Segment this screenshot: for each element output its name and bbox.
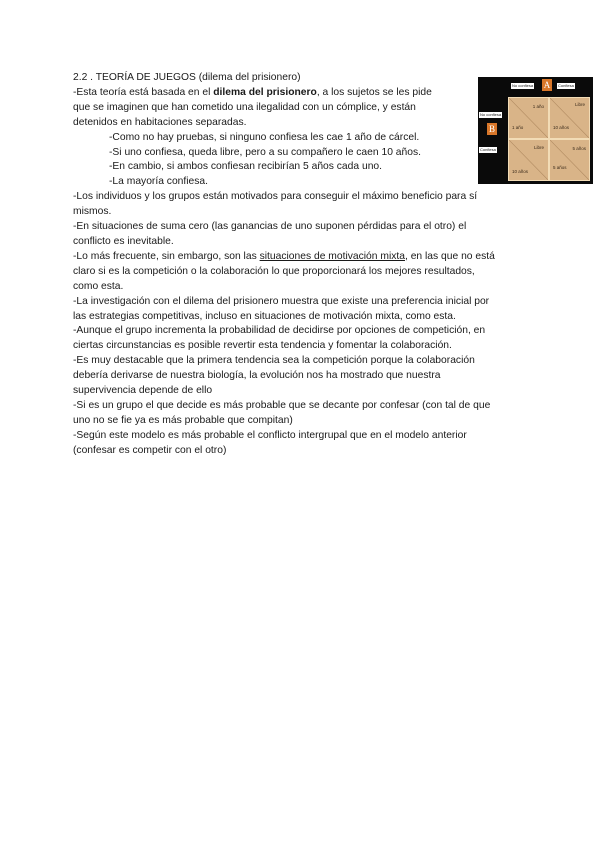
paragraph-line: -Aunque el grupo incrementa la probabilidad de decidirse por opciones de competición, en	[73, 325, 486, 337]
paragraph-line: (confesar es competir con el otro)	[73, 444, 227, 456]
cell-payoff-a: 1 año	[532, 104, 544, 109]
intro-line-1	[73, 86, 533, 101]
cell-payoff-b: 5 años	[553, 165, 567, 170]
paragraph-line: conflicto es inevitable.	[73, 235, 174, 247]
matrix-cell	[508, 139, 549, 181]
cell-payoff-b: 10 años	[512, 169, 529, 174]
document-body	[73, 71, 533, 459]
heading-suffix: (dilema del prisionero)	[195, 72, 301, 83]
section-heading	[73, 71, 533, 86]
paragraph-line: uno no se fie ya es más probable que compitan)	[73, 414, 293, 426]
option-item: -En cambio, si ambos confiesan recibirían 5 años cada uno.	[109, 161, 383, 173]
row-label-no-confiesa: No confiesa	[480, 112, 502, 117]
paragraph-line: supervivencia depende de ello	[73, 385, 213, 397]
heading-prefix: 2.2 . TEORÍA DE JUEGOS	[73, 72, 196, 83]
intro-line-2: que se imaginen que han cometido una ilegalidad con un cómplice, y están	[73, 101, 416, 113]
mixed-before: -Lo más frecuente, sin embargo, son las	[73, 250, 260, 262]
option-item: -Si uno confiesa, queda libre, pero a su compañero le caen 10 años.	[109, 146, 421, 158]
paragraph-line: debería derivarse de nuestra biología, la evolución nos ha mostrado que nuestra	[73, 370, 441, 382]
mixed-underlined-term: situaciones de motivación mixta	[259, 250, 405, 262]
badge-b: B	[488, 124, 495, 134]
paragraph-line: ciertas circunstancias es posible revertir esta tendencia y fomentar la colaboración.	[73, 340, 452, 352]
cell-payoff-a: Libre	[533, 145, 544, 150]
paragraph-line: mismos.	[73, 206, 112, 218]
paragraph-line: -Los individuos y los grupos están motivados para conseguir el máximo beneficio para sí	[73, 191, 478, 203]
row-label-confiesa: Confiesa	[480, 147, 496, 152]
intro-bold-term: dilema del prisionero	[213, 86, 317, 98]
payoff-matrix-figure	[478, 77, 593, 184]
matrix-cell	[508, 97, 549, 139]
col-label-confiesa: Confiesa	[558, 83, 574, 88]
paragraph-line: -Según este modelo es más probable el conflicto intergrupal que en el modelo anterior	[73, 429, 467, 441]
badge-a: A	[543, 80, 551, 90]
matrix-cell	[549, 97, 590, 139]
cell-payoff-a: Libre	[574, 102, 585, 107]
mixed-line-1	[73, 250, 533, 265]
option-item: -Como no hay pruebas, si ninguno confiesa les cae 1 año de cárcel.	[109, 131, 420, 143]
payoff-matrix	[508, 97, 590, 181]
intro-before: -Esta teoría está basada en el	[73, 86, 214, 98]
paragraph-line: las estrategias competitivas, incluso en situaciones de motivación mixta, como esta.	[73, 310, 456, 322]
mixed-line-2: claro si es la competición o la colaboración lo que proporcionará los mejores resultados,	[73, 265, 475, 277]
col-label-no-confiesa: No confiesa	[512, 83, 534, 88]
cell-payoff-b: 10 años	[553, 125, 570, 130]
intro-after: , a los sujetos se les pide	[316, 86, 432, 98]
mixed-line-3: como esta.	[73, 280, 124, 292]
mixed-after: , en las que no está	[404, 250, 495, 262]
intro-line-3: detenidos en habitaciones separadas.	[73, 116, 247, 128]
paragraph-line: -Si es un grupo el que decide es más probable que se decante por confesar (con tal de que	[73, 399, 491, 411]
paragraph-line: -En situaciones de suma cero (las ganancias de uno suponen pérdidas para el otro) el	[73, 221, 467, 233]
matrix-cell	[549, 139, 590, 181]
paragraph-line: -Es muy destacable que la primera tendencia sea la competición porque la colaboración	[73, 355, 475, 367]
cell-payoff-b: 1 año	[512, 125, 524, 130]
option-item: -La mayoría confiesa.	[109, 176, 209, 188]
cell-payoff-a: 5 años	[572, 146, 586, 151]
paragraph-line: -La investigación con el dilema del prisionero muestra que existe una preferencia inicial por	[73, 295, 490, 307]
